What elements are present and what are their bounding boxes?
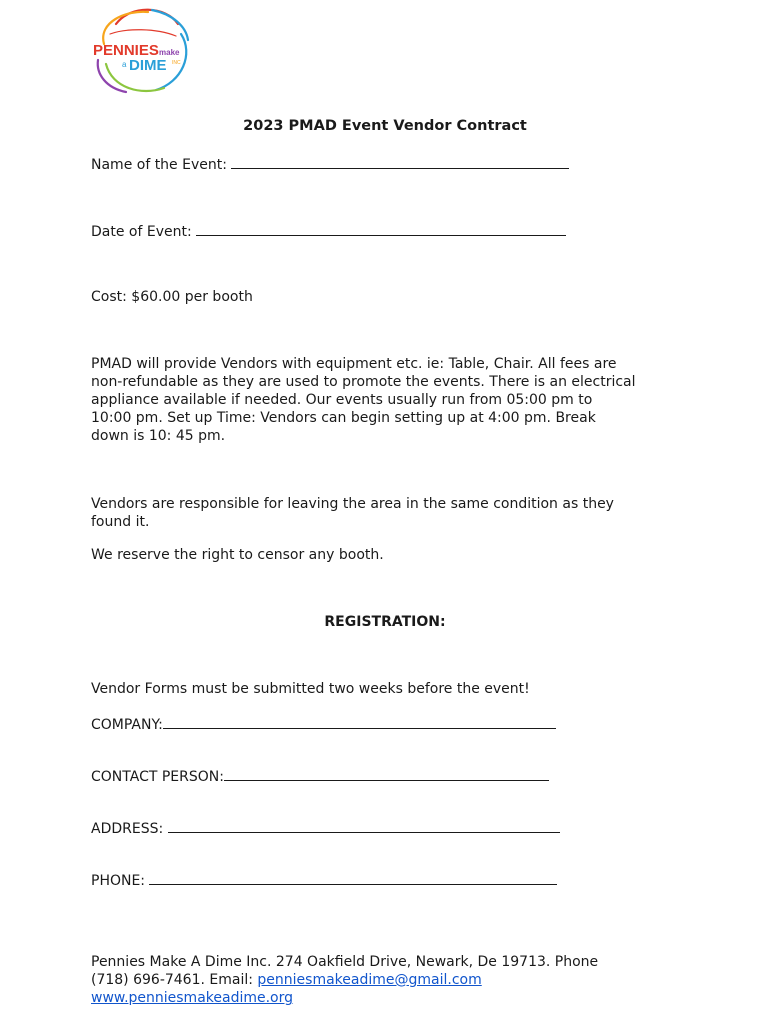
event-date-label: Date of Event: (91, 224, 192, 240)
footer-phone-line (91, 971, 691, 989)
event-name-row (91, 154, 569, 174)
submission-note: Vendor Forms must be submitted two weeks before the event! (91, 681, 530, 697)
event-name-field[interactable] (231, 154, 569, 169)
address-field[interactable] (168, 818, 560, 833)
address-row (91, 818, 560, 838)
logo-word-a: a (122, 60, 127, 69)
cost-text: Cost: $60.00 per booth (91, 289, 253, 305)
company-label: COMPANY: (91, 717, 163, 733)
contact-person-label: CONTACT PERSON: (91, 769, 224, 785)
censor-note: We reserve the right to censor any booth. (91, 547, 384, 563)
event-date-field[interactable] (196, 221, 566, 236)
company-row (91, 714, 556, 734)
event-date-row (91, 221, 566, 241)
pennies-make-a-dime-logo (86, 4, 198, 98)
logo-word-dime: DIME (129, 57, 167, 74)
phone-row (91, 870, 557, 890)
responsibility-line: Vendors are responsible for leaving the area in the same condition as they (91, 496, 614, 512)
phone-label: PHONE: (91, 873, 146, 889)
provision-paragraph (91, 355, 691, 445)
provision-line: non-refundable as they are used to promote the events. There is an electrical (91, 374, 636, 390)
address-label: ADDRESS: (91, 821, 164, 837)
company-field[interactable] (163, 714, 556, 729)
footer-contact (91, 953, 691, 1007)
responsibility-paragraph (91, 495, 691, 531)
event-name-label: Name of the Event: (91, 157, 227, 173)
phone-field[interactable] (149, 870, 557, 885)
document-title: 2023 PMAD Event Vendor Contract (243, 118, 527, 134)
website-link[interactable]: www.penniesmakeadime.org (91, 990, 294, 1006)
contact-person-field[interactable] (224, 766, 549, 781)
provision-line: 10:00 pm. Set up Time: Vendors can begin setting up at 4:00 pm. Break (91, 410, 596, 426)
provision-line: appliance available if needed. Our events usually run from 05:00 pm to (91, 392, 593, 408)
contact-person-row (91, 766, 549, 786)
footer-address-line: Pennies Make A Dime Inc. 274 Oakfield Drive, Newark, De 19713. Phone (91, 954, 599, 970)
footer-phone-text: (718) 696-7461. Email: (91, 972, 258, 988)
responsibility-line: found it. (91, 514, 150, 530)
provision-line: PMAD will provide Vendors with equipment etc. ie: Table, Chair. All fees are (91, 356, 617, 372)
logo-word-make: make (159, 48, 180, 57)
footer-website-line (91, 989, 691, 1007)
email-link[interactable]: penniesmakeadime@gmail.com (257, 972, 482, 988)
provision-line: down is 10: 45 pm. (91, 428, 226, 444)
registration-heading: REGISTRATION: (324, 614, 446, 630)
logo-word-pennies: PENNIES (93, 42, 159, 59)
logo-word-inc: INC (172, 60, 181, 66)
